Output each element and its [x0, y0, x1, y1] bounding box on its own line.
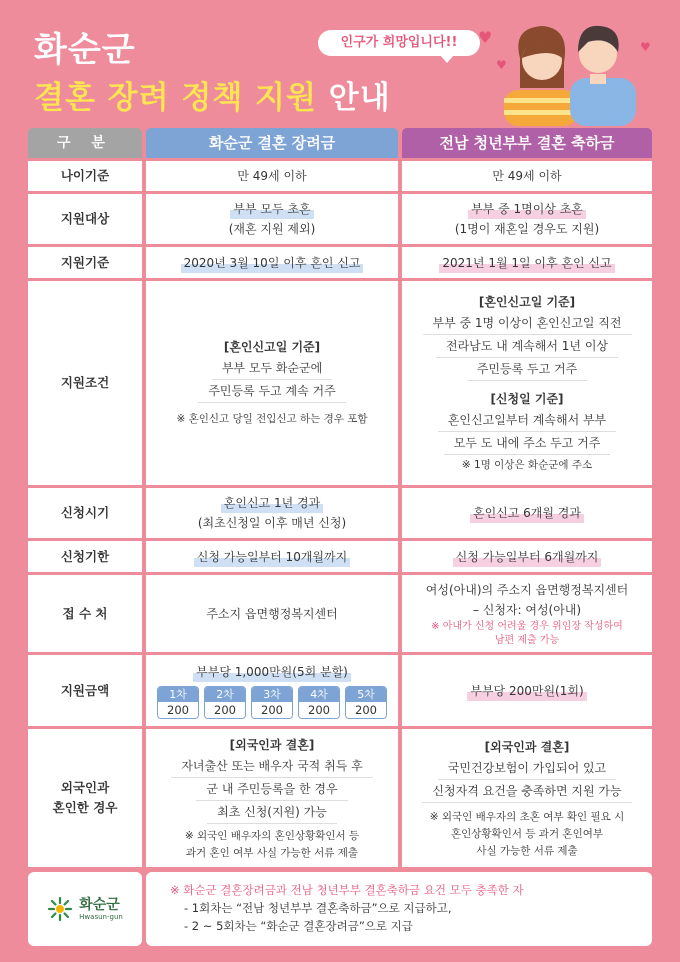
cell-a [146, 655, 398, 726]
installment-item [157, 686, 199, 719]
text-line: [신청일 기준] [490, 391, 564, 406]
text-line: 혼인신고 6개월 경과 [470, 503, 584, 523]
cell-a: 주소지 읍면행정복지센터 [146, 575, 398, 652]
header-category: 구 분 [28, 128, 142, 158]
note-text: ※ 외국인 배우자의 혼인상황확인서 등 [184, 829, 360, 842]
text-line: 부부 중 1명 이상이 혼인신고일 직전 [423, 312, 632, 335]
text-line: 혼인신고일부터 계속해서 부부 [438, 409, 616, 432]
text-line: 혼인신고 1년 경과 [221, 493, 323, 513]
heart-icon: ♥ [640, 40, 651, 54]
text-line: 신청 가능일부터 6개월까지 [453, 547, 602, 567]
text-line: 국민건강보험이 가입되어 있고 [438, 757, 616, 780]
hwasun-logo-icon [47, 896, 73, 922]
cell-b [402, 281, 652, 485]
row-label: 신청기한 [28, 541, 142, 572]
text-line: 외국인과 [60, 780, 110, 795]
text-line: 2021년 1월 1일 이후 혼인 신고 [439, 253, 614, 273]
cell-b [402, 488, 652, 538]
footer-line: - 2 ~ 5회차는 “화순군 결혼장려금”으로 지급 [184, 919, 413, 933]
installment-value: 200 [299, 702, 339, 718]
table-row-target [28, 194, 652, 244]
text-line: 자녀출산 또는 배우자 국적 취득 후 [171, 755, 372, 778]
note-text: 남편 제출 가능 [494, 634, 560, 646]
hwasun-logo [28, 872, 142, 946]
note-text: 혼인상황확인서 등 과거 혼인여부 [450, 827, 603, 840]
couple-illustration [490, 18, 650, 126]
comparison-table [28, 128, 652, 867]
logo-english: Hwasun-gun [79, 912, 123, 921]
installment-item [251, 686, 293, 719]
cell-a [146, 729, 398, 867]
cell-a [146, 488, 398, 538]
table-row-amount [28, 655, 652, 726]
cell-b [402, 655, 652, 726]
installment-value: 200 [346, 702, 386, 718]
table-row-deadline [28, 541, 652, 572]
installment-value: 200 [158, 702, 198, 718]
table-row-foreign [28, 729, 652, 867]
cell-b [402, 541, 652, 572]
text-line: 주민등록 두고 거주 [467, 358, 587, 381]
title-white-part: 안내 [328, 80, 391, 116]
text-line: 혼인한 경우 [52, 800, 118, 815]
installment-value: 200 [252, 702, 292, 718]
row-label: 지원대상 [28, 194, 142, 244]
header-jeonnam-grant: 전남 청년부부 결혼 축하금 [402, 128, 652, 158]
text-line: 부부당 1,000만원(5회 분할) [193, 662, 351, 682]
cell-a [146, 281, 398, 485]
page-title-top: 화순군 [34, 30, 136, 70]
text-line: 신청 가능일부터 10개월까지 [194, 547, 350, 567]
logo-korean: 화순군 [79, 896, 120, 913]
text-line: 여성(아내)의 주소지 읍면행정복지센터 [425, 582, 629, 597]
text-line: 주민등록 두고 계속 거주 [198, 380, 345, 403]
text-line: 부부당 200만원(1회) [467, 681, 586, 701]
page-title-main [34, 72, 391, 117]
cell-b [402, 194, 652, 244]
cell-a [146, 194, 398, 244]
row-label: 지원조건 [28, 281, 142, 485]
footer-line: - 1회차는 “전남 청년부부 결혼축하금”으로 지급하고, [184, 901, 452, 915]
text-line: [혼인신고일 기준] [478, 294, 576, 309]
note-text: ※ 1명 이상은 화순군에 주소 [461, 458, 593, 471]
table-row-office [28, 575, 652, 652]
text-line: (최초신청일 이후 매년 신청) [197, 516, 347, 530]
installment-item [298, 686, 340, 719]
slogan-bubble: 인구가 희망입니다!! [318, 30, 480, 56]
text-line: 모두 도 내에 주소 두고 거주 [444, 432, 611, 455]
heart-icon: ♥ [478, 28, 493, 47]
text-line: [외국인과 결혼] [484, 739, 570, 754]
title-yellow-part: 결혼 장려 정책 지원 [34, 80, 317, 116]
table-row-criteria [28, 247, 652, 278]
installment-label: 3차 [252, 687, 292, 702]
cell-a [146, 247, 398, 278]
installment-list [157, 686, 387, 719]
installment-label: 1차 [158, 687, 198, 702]
text-line: 부부 중 1명이상 초혼 [468, 199, 586, 219]
table-row-age [28, 161, 652, 191]
footer [28, 872, 652, 946]
text-line: 전라남도 내 계속해서 1년 이상 [436, 335, 618, 358]
installment-item [204, 686, 246, 719]
note-text: ※ 아내가 신청 어려울 경우 위임장 작성하여 [431, 620, 623, 632]
text-line: 2020년 3월 10일 이후 혼인 신고 [181, 253, 364, 273]
installment-label: 4차 [299, 687, 339, 702]
text-line: 신청자격 요건을 충족하면 지원 가능 [422, 780, 631, 803]
installment-item [345, 686, 387, 719]
row-label: 나이기준 [28, 161, 142, 191]
text-line: 부부 모두 초혼 [230, 199, 313, 219]
note-text: ※ 혼인신고 당일 전입신고 하는 경우 포함 [176, 413, 368, 425]
footer-note [146, 872, 652, 946]
installment-label: 5차 [346, 687, 386, 702]
text-line: 부부 모두 화순군에 [212, 357, 332, 380]
text-line: [혼인신고일 기준] [223, 340, 321, 354]
note-text: ※ 외국인 배우자의 초혼 여부 확인 필요 시 [429, 810, 625, 823]
note-text: 사실 가능한 서류 제출 [476, 844, 578, 857]
row-label [28, 729, 142, 867]
row-label: 지원금액 [28, 655, 142, 726]
cell-b: 만 49세 이하 [402, 161, 652, 191]
cell-b [402, 575, 652, 652]
note-text: 과거 혼인 여부 사실 가능한 서류 제출 [185, 846, 359, 859]
row-label: 신청시기 [28, 488, 142, 538]
table-row-conditions [28, 281, 652, 485]
cell-b [402, 247, 652, 278]
logo-text [79, 897, 123, 922]
text-line: [외국인과 결혼] [229, 737, 315, 752]
text-line: – 신청자: 여성(아내) [472, 602, 582, 617]
installment-value: 200 [205, 702, 245, 718]
row-label: 지원기준 [28, 247, 142, 278]
cell-b [402, 729, 652, 867]
footer-line: ※ 화순군 결혼장려금과 전남 청년부부 결혼축하금 요건 모두 충족한 자 [170, 883, 524, 897]
text-line: 최초 신청(지원) 가능 [207, 801, 337, 824]
cell-a [146, 541, 398, 572]
text-line: 군 내 주민등록을 한 경우 [196, 778, 347, 801]
cell-a: 만 49세 이하 [146, 161, 398, 191]
installment-label: 2차 [205, 687, 245, 702]
table-header [28, 128, 652, 158]
text-line: (1명이 재혼일 경우도 지원) [454, 222, 600, 236]
text-line: (재혼 지원 제외) [228, 222, 316, 236]
heart-icon: ♥ [496, 58, 507, 72]
header-hwasun-grant: 화순군 결혼 장려금 [146, 128, 398, 158]
row-label: 접 수 처 [28, 575, 142, 652]
table-row-apply-time [28, 488, 652, 538]
